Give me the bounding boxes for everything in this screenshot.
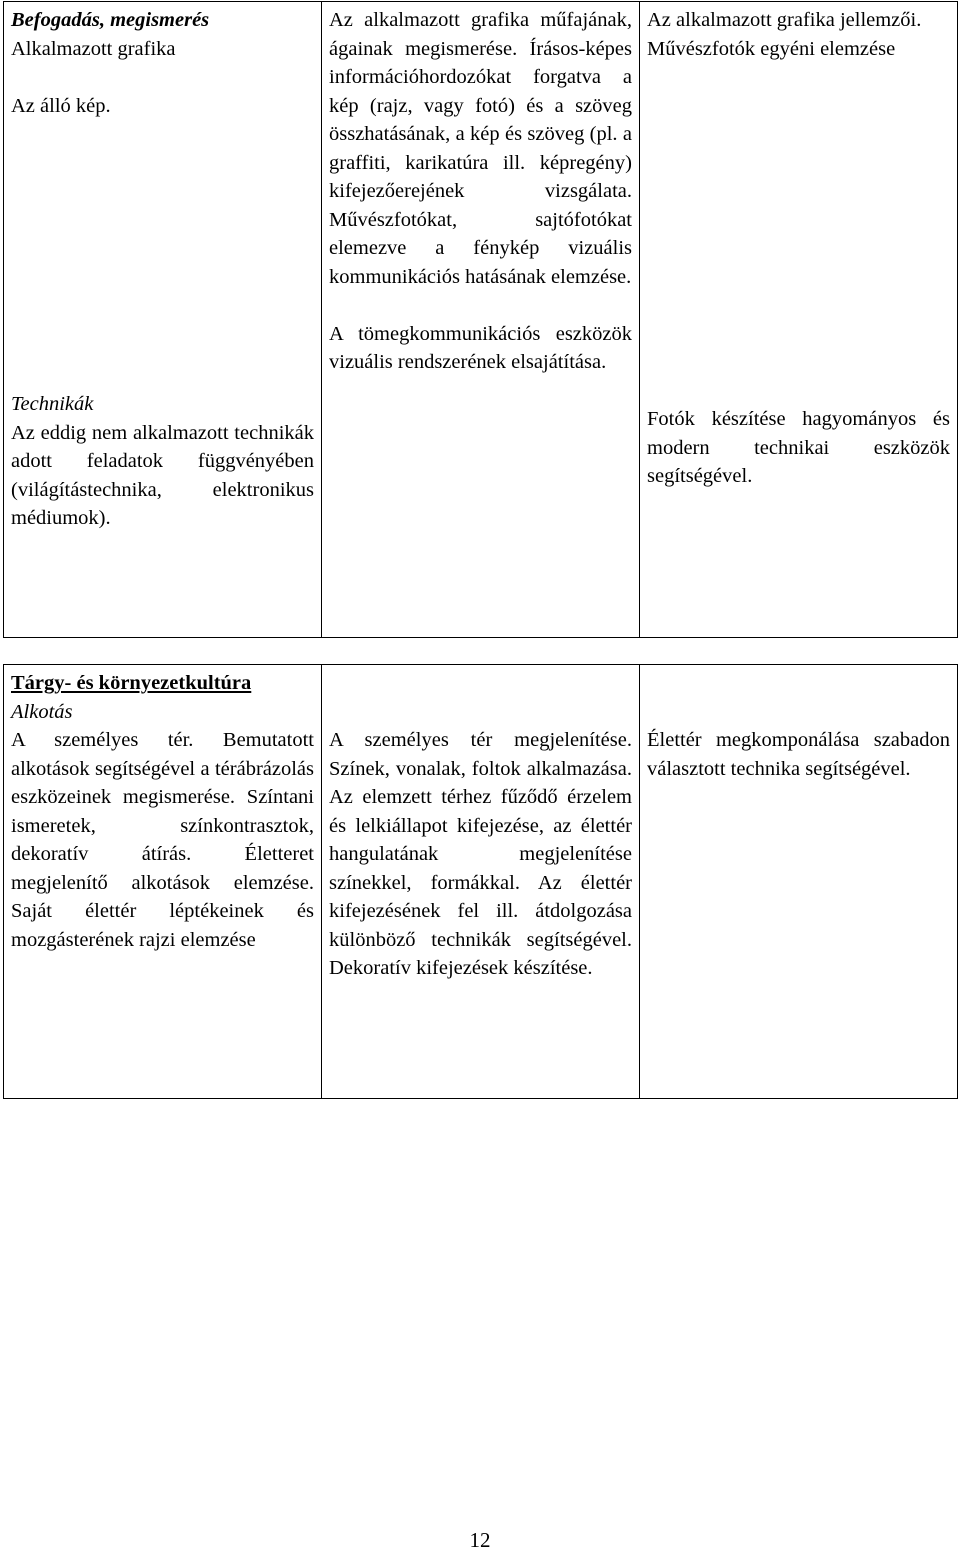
table2-col3-cell xyxy=(640,665,958,1099)
technikak-heading: Technikák xyxy=(11,393,94,415)
section-heading-targy: Tárgy- és környezetkultúra xyxy=(11,672,252,694)
tomegkommunikacio-text: A tömegkommunikációs eszközök vizuális rendszerének elsajátítása. xyxy=(329,322,632,373)
eletter-text: Élettér megkomponálása szabadon választott technika segítségével. xyxy=(647,729,950,780)
curriculum-table-1 xyxy=(3,1,958,638)
section-heading-befogadas: Befogadás, megismerés xyxy=(11,9,210,31)
grafika-analysis-text: Az alkalmazott grafika műfajának, ágainak megismerése. Írásos-képes információhordozókat forgatva a kép (rajz, vagy fotó) és a szöveg összhatásának, a kép és szöveg (pl. a graffiti, karikatúra ill. képregény) kifejezőerejének vizsgálata. Művészfotókat, sajtófotókat elemezve a fénykép vizuális kommunikációs hatásának elemzése. xyxy=(329,9,632,288)
szemelyes-ter-megjelenitese-text: A személyes tér megjelenítése. Színek, vonalak, foltok alkalmazása. Az elemzett térhez fűződő érzelem és lelkiállapot kifejezése, az élettér hangulatának megjelenítése színekkel, formákkal. Az élettér kifejezésének fel ill. átdolgozása különböző technikák segítségével. Dekoratív kifejezések készítése. xyxy=(329,729,632,979)
muveszfotok-text: Művészfotók egyéni elemzése xyxy=(647,37,896,60)
topic-allo-kep: Az álló kép. xyxy=(11,94,111,117)
grafika-jellemzoi-text: Az alkalmazott grafika jellemzői. xyxy=(647,9,922,31)
szemelyes-ter-text: A személyes tér. Bemutatott alkotások segítségével a térábrázolás eszközeinek megismerése. Színtani ismeretek, színkontrasztok, dekoratív átírás. Életteret megjelenítő alkotások elemzése. Saját élettér léptékeinek és mozgásterének rajzi elemzése xyxy=(11,729,314,951)
technikak-text: Az eddig nem alkalmazott technikák adott feladatok függvényében (világítástechnika, elektronikus médiumok). xyxy=(11,421,314,529)
table1-col3-cell xyxy=(640,2,958,638)
topic-alkalmazott-grafika: Alkalmazott grafika xyxy=(11,37,176,60)
table2-col2-cell xyxy=(322,665,640,1099)
table1-col2-cell xyxy=(322,2,640,638)
table2-col1-cell xyxy=(4,665,322,1099)
fotok-keszitese-text: Fotók készítése hagyományos és modern technikai eszközök segítségével. xyxy=(647,408,950,487)
curriculum-table-2 xyxy=(3,664,958,1099)
table1-col1-cell xyxy=(4,2,322,638)
page-number: 12 xyxy=(469,1528,491,1552)
alkotas-subheading: Alkotás xyxy=(11,700,73,723)
